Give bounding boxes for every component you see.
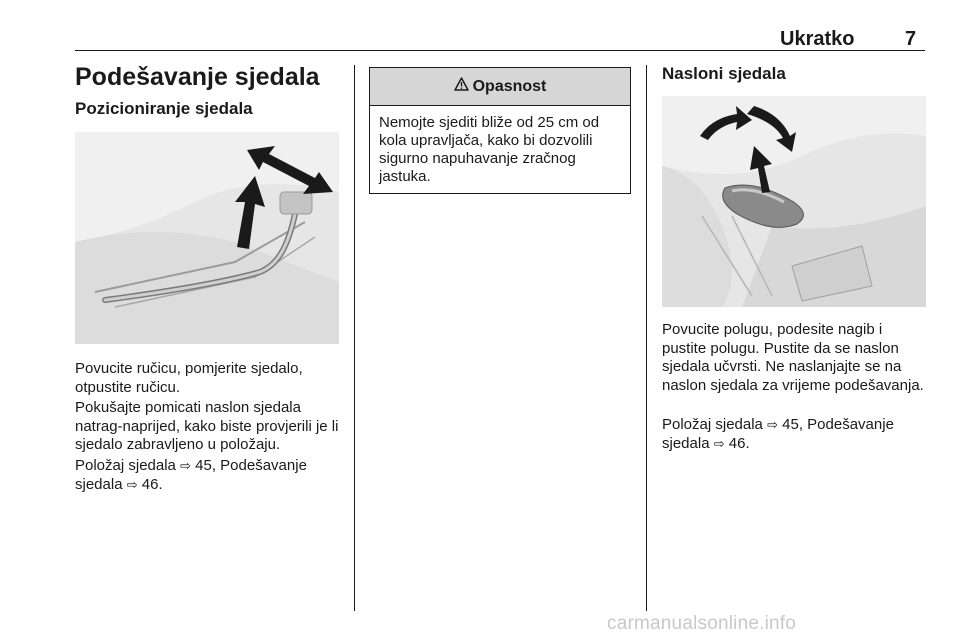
page-ref-arrow-icon: ⇨	[126, 476, 138, 492]
header-title: Ukratko	[780, 28, 855, 50]
column-divider-left	[354, 65, 355, 611]
text-run: 45, Podešavanje sjedala	[662, 416, 894, 452]
text-run: 46.	[724, 434, 750, 452]
subsection-heading: Pozicioniranje sjedala	[75, 99, 253, 118]
footer-watermark: carmanualsonline.info	[607, 613, 797, 634]
seat-backrest-figure	[662, 96, 926, 307]
page-ref-arrow-icon: ⇨	[180, 458, 191, 473]
paragraph-with-reference	[75, 457, 341, 494]
warning-triangle-icon	[454, 77, 469, 96]
text-run: Položaj sjedala	[75, 457, 181, 474]
page-number: 7	[905, 28, 917, 50]
warning-header	[370, 68, 630, 106]
page-ref-arrow-icon: ⇨	[767, 417, 778, 432]
column-divider-right	[646, 65, 647, 611]
section-heading: Podešavanje sjedala	[75, 63, 320, 91]
paragraph-with-reference	[662, 416, 926, 453]
warning-title: Opasnost	[472, 77, 547, 95]
subsection-heading: Nasloni sjedala	[662, 64, 786, 83]
text-run: 46.	[137, 475, 163, 493]
seat-position-figure	[75, 132, 339, 344]
warning-box	[369, 67, 631, 194]
paragraph: Povucite polugu, podesite nagib i pustite polugu. Pustite da se naslon sjedala učvrsti. Ne naslanjajte se na naslon sjedala za vrijeme podešavanja.	[662, 321, 924, 394]
text-run: 45, Podešavanje sjedala	[75, 457, 307, 493]
paragraph: Pokušajte pomicati naslon sjedala natrag-naprijed, kako biste provjerili je li sjedalo zabravljeno u položaju.	[75, 399, 339, 453]
header-rule	[75, 50, 925, 51]
page-ref-arrow-icon: ⇨	[713, 435, 725, 451]
text-run: Položaj sjedala	[662, 416, 768, 433]
warning-body: Nemojte sjediti bliže od 25 cm od kola upravljača, kako bi dozvolili sigurno napuhavanje zračnog jastuka.	[379, 114, 600, 185]
paragraph: Povucite ručicu, pomjerite sjedalo, otpustite ručicu.	[75, 360, 303, 396]
